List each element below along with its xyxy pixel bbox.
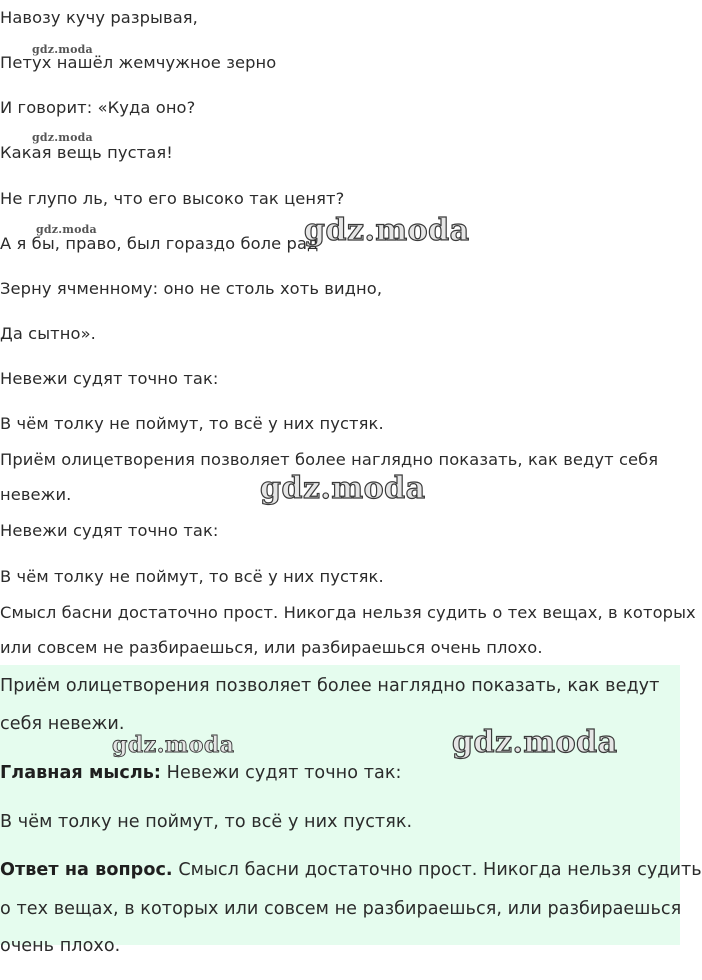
question-label: Ответ на вопрос.	[0, 860, 173, 880]
answer-line: о тех вещах, в которых или совсем не разбираешься, или разбираешься	[0, 899, 682, 919]
answer-line: Приём олицетворения позволяет более наглядно показать, как ведут	[0, 676, 660, 696]
watermark-small: gdz.moda	[36, 223, 97, 236]
poem-line: Не глупо ль, что его высоко так ценят?	[0, 189, 345, 208]
main-idea-label: Главная мысль:	[0, 763, 162, 783]
poem-line: Какая вещь пустая!	[0, 143, 173, 162]
body-line: Смысл басни достаточно прост. Никогда нельзя судить о тех вещах, в которых	[0, 603, 696, 622]
body-line: невежи.	[0, 485, 72, 504]
answer-line: себя невежи.	[0, 714, 125, 734]
poem-line: Навозу кучу разрывая,	[0, 8, 198, 27]
answer-line: В чём толку не поймут, то всё у них пустяк.	[0, 812, 413, 832]
watermark-medium: gdz.moda	[112, 732, 235, 758]
poem-line: И говорит: «Куда оно?	[0, 98, 196, 117]
question-answer	[0, 860, 702, 880]
body-line: Приём олицетворения позволяет более наглядно показать, как ведут себя	[0, 450, 659, 469]
poem-line: Зерну ячменному: оно не столь хоть видно,	[0, 279, 383, 298]
question-text: Смысл басни достаточно прост. Никогда нельзя судить	[172, 860, 702, 880]
poem-line: Невежи судят точно так:	[0, 369, 219, 388]
poem-line: А я бы, право, был гораздо боле рад	[0, 234, 319, 253]
answer-line: очень плохо.	[0, 936, 121, 956]
watermark-small: gdz.moda	[32, 43, 93, 56]
main-idea	[0, 763, 401, 783]
poem-line: Да сытно».	[0, 324, 96, 343]
body-line: или совсем не разбираешься, или разбираешься очень плохо.	[0, 638, 543, 657]
body-line: Невежи судят точно так:	[0, 521, 219, 540]
poem-line: Петух нашёл жемчужное зерно	[0, 53, 277, 72]
watermark-large: gdz.moda	[260, 471, 426, 506]
main-idea-text: Невежи судят точно так:	[161, 763, 402, 783]
watermark-large: gdz.moda	[452, 725, 618, 760]
watermark-small: gdz.moda	[32, 131, 93, 144]
poem-line: В чём толку не поймут, то всё у них пустяк.	[0, 414, 384, 433]
watermark-large: gdz.moda	[304, 213, 470, 248]
body-line: В чём толку не поймут, то всё у них пустяк.	[0, 567, 384, 586]
